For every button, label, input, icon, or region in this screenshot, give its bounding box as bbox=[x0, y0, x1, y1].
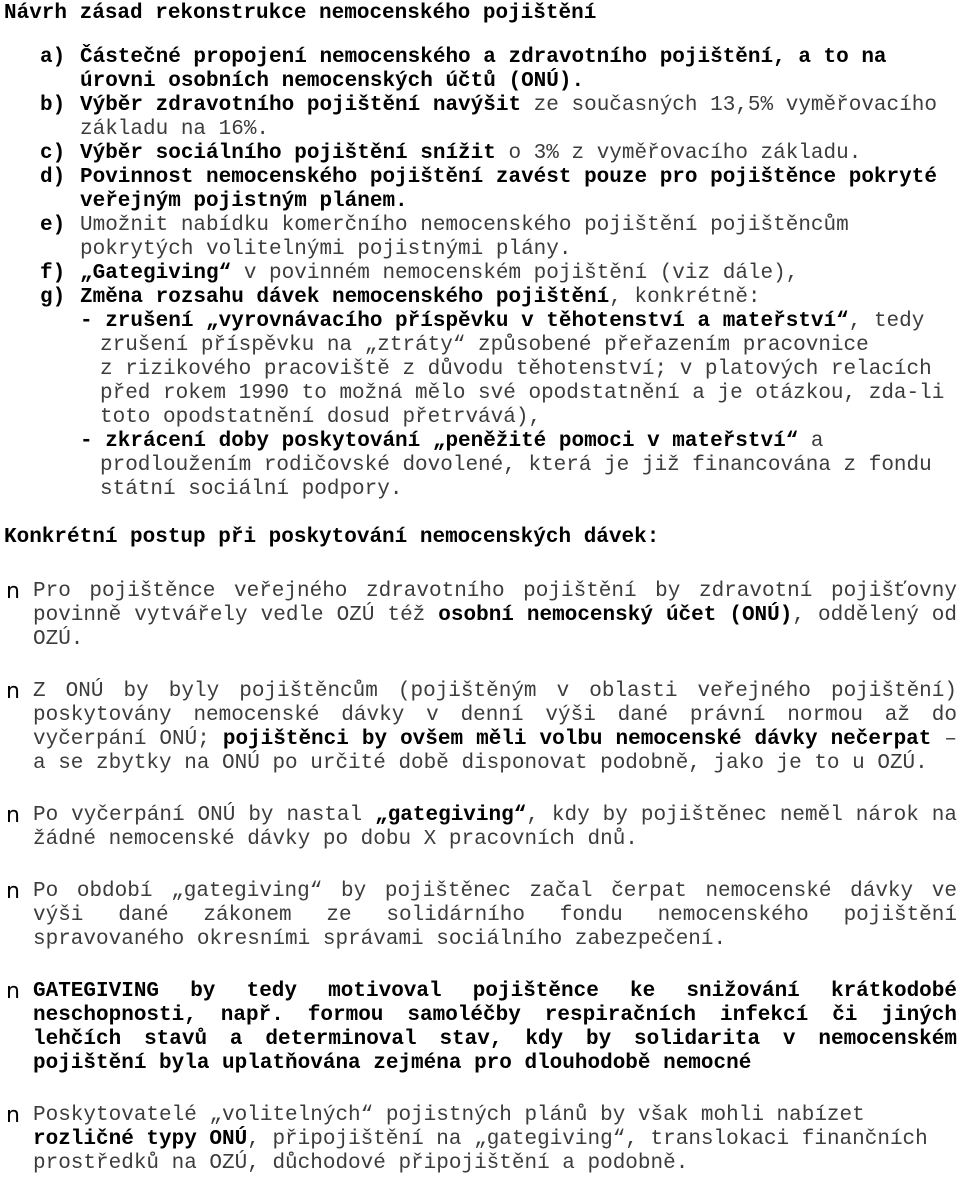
proposal-item-g bbox=[0, 286, 960, 502]
procedure-line bbox=[33, 1052, 957, 1076]
proposal-line bbox=[80, 214, 960, 238]
procedure-text-bold: osobní nemocenský účet (ONÚ) bbox=[438, 604, 793, 627]
proposal-item-d bbox=[0, 166, 960, 214]
procedure-line bbox=[33, 1152, 957, 1176]
square-bullet-icon: n bbox=[6, 879, 20, 904]
proposal-text: pokrytých volitelnými pojistnými plány. bbox=[80, 238, 572, 261]
sub-item-text: a bbox=[798, 430, 824, 453]
procedure-item bbox=[0, 880, 957, 952]
proposal-line bbox=[80, 166, 960, 190]
proposal-item-c bbox=[0, 142, 960, 166]
proposal-label: f) bbox=[40, 262, 66, 285]
procedure-line bbox=[33, 580, 957, 604]
proposal-line bbox=[80, 262, 960, 286]
sub-item-text: před rokem 1990 to možná mělo své opodstatnění a je otázkou, zda-li bbox=[100, 382, 945, 405]
sub-item-text: zrušení příspěvku na „ztráty“ způsobené přeřazením pracovnice bbox=[100, 334, 869, 357]
square-bullet-icon: n bbox=[6, 803, 20, 828]
document-title: Návrh zásad rekonstrukce nemocenského pojištění bbox=[4, 2, 597, 25]
procedure-text-bold: neschopnosti, např. formou samoléčby respiračních infekcí či jiných bbox=[33, 1004, 957, 1027]
procedure-text: poskytovány nemocenské dávky v denní výši dané právní normou až do bbox=[33, 704, 957, 727]
proposal-label: g) bbox=[40, 286, 66, 309]
proposal-text-bold: úrovni osobních nemocenských účtů (ONÚ). bbox=[80, 70, 585, 93]
proposal-text: , konkrétně: bbox=[609, 286, 761, 309]
proposal-list bbox=[0, 46, 960, 502]
procedure-text: OZÚ. bbox=[33, 628, 84, 651]
procedure-list bbox=[0, 580, 960, 1176]
procedure-line bbox=[33, 880, 957, 904]
proposal-text: o 3% z vyměřovacího základu. bbox=[495, 142, 862, 165]
sub-item-line bbox=[100, 382, 960, 406]
sub-item-line bbox=[100, 406, 960, 430]
section-heading: Konkrétní postup při poskytování nemocenských dávek: bbox=[4, 526, 660, 549]
sub-item-maternity-aid bbox=[80, 430, 960, 502]
sub-item-line bbox=[100, 334, 960, 358]
procedure-line bbox=[33, 628, 957, 652]
proposal-text-bold: veřejným pojistným plánem. bbox=[80, 190, 408, 213]
proposal-item-a bbox=[0, 46, 960, 94]
procedure-line bbox=[33, 1104, 957, 1128]
sub-item-line bbox=[100, 358, 960, 382]
sub-item-text: , tedy bbox=[848, 310, 925, 333]
procedure-item bbox=[0, 580, 957, 652]
procedure-text: Po vyčerpání ONÚ by nastal bbox=[33, 804, 376, 827]
proposal-item-e bbox=[0, 214, 960, 262]
proposal-text-bold: Výběr zdravotního pojištění navýšit bbox=[80, 94, 522, 117]
sub-item-maternity-allowance bbox=[80, 310, 960, 430]
procedure-text: , připojištění na „gategiving“, translokaci finančních bbox=[247, 1128, 928, 1151]
proposal-line bbox=[80, 70, 960, 94]
square-bullet-icon: n bbox=[6, 1103, 20, 1128]
procedure-text: Po období „gategiving“ by pojištěnec začal čerpat nemocenské dávky ve bbox=[33, 880, 957, 903]
procedure-line bbox=[33, 604, 957, 628]
procedure-line bbox=[33, 1004, 957, 1028]
sub-item-text: státní sociální podpory. bbox=[100, 478, 403, 501]
square-bullet-icon: n bbox=[6, 579, 20, 604]
procedure-line bbox=[33, 928, 957, 952]
procedure-text-bold: lehčích stavů a determinoval stav, kdy by solidarita v nemocenském bbox=[33, 1028, 957, 1051]
procedure-text: žádné nemocenské dávky po dobu X pracovních dnů. bbox=[33, 828, 638, 851]
square-bullet-icon: n bbox=[6, 679, 20, 704]
dash-marker: - bbox=[80, 310, 93, 333]
sub-item-line bbox=[100, 478, 960, 502]
procedure-text: spravovaného okresními správami sociálního zabezpečení. bbox=[33, 928, 727, 951]
proposal-line bbox=[80, 94, 960, 118]
procedure-text-bold: rozličné typy ONÚ bbox=[33, 1128, 248, 1151]
sub-item-text: z rizikového pracoviště z důvodu těhotenství; v platových relacích bbox=[100, 358, 932, 381]
procedure-text: – bbox=[931, 728, 957, 751]
proposal-text-bold: „Gategiving“ bbox=[80, 262, 232, 285]
procedure-text: , oddělený od bbox=[792, 604, 958, 627]
procedure-text-bold: GATEGIVING by tedy motivoval pojištěnce ke snižování krátkodobé bbox=[33, 980, 957, 1003]
proposal-text-bold: Výběr sociálního pojištění snížit bbox=[80, 142, 496, 165]
proposal-text: ze současných 13,5% vyměřovacího bbox=[521, 94, 937, 117]
proposal-label: b) bbox=[40, 94, 66, 117]
proposal-line bbox=[80, 142, 960, 166]
sub-item-text-bold: zrušení „vyrovnávacího příspěvku v těhotenství a mateřství“ bbox=[105, 310, 849, 333]
procedure-text: prostředků na OZÚ, důchodové připojištění a podobně. bbox=[33, 1152, 689, 1175]
sub-item-line bbox=[100, 454, 960, 478]
proposal-text: v povinném nemocenském pojištění (viz dále), bbox=[231, 262, 799, 285]
proposal-text-bold: Částečné propojení nemocenského a zdravotního pojištění, a to na bbox=[80, 46, 887, 69]
sub-item-text-bold: zkrácení doby poskytování „peněžité pomoci v mateřství“ bbox=[105, 430, 799, 453]
proposal-label: e) bbox=[40, 214, 66, 237]
proposal-line bbox=[80, 238, 960, 262]
procedure-item bbox=[0, 1104, 957, 1176]
proposal-item-b bbox=[0, 94, 960, 142]
procedure-line bbox=[33, 1128, 957, 1152]
proposal-text-bold: Změna rozsahu dávek nemocenského pojištění bbox=[80, 286, 610, 309]
procedure-text: , kdy by pojištěnec neměl nárok na bbox=[526, 804, 957, 827]
procedure-text: Z ONÚ by byly pojištěncům (pojištěným v oblasti veřejného pojištění) bbox=[33, 680, 957, 703]
procedure-line bbox=[33, 828, 957, 852]
procedure-line bbox=[33, 1028, 957, 1052]
sub-item-text: prodloužením rodičovské dovolené, která je již financována z fondu bbox=[100, 454, 932, 477]
procedure-line bbox=[33, 704, 957, 728]
proposal-label: d) bbox=[40, 166, 66, 189]
square-bullet-icon: n bbox=[6, 979, 20, 1004]
procedure-line bbox=[33, 680, 957, 704]
sub-item-line bbox=[80, 310, 960, 334]
procedure-text-bold: pojištění byla uplatňována zejména pro dlouhodobě nemocné bbox=[33, 1052, 752, 1075]
proposal-line bbox=[80, 190, 960, 214]
procedure-line bbox=[33, 804, 957, 828]
sub-item-line bbox=[80, 430, 960, 454]
procedure-item bbox=[0, 980, 957, 1076]
procedure-item bbox=[0, 680, 957, 776]
procedure-line bbox=[33, 904, 957, 928]
proposal-label: c) bbox=[40, 142, 66, 165]
proposal-line bbox=[80, 286, 960, 310]
procedure-text: vyčerpání ONÚ; bbox=[33, 728, 223, 751]
procedure-text-bold: „gategiving“ bbox=[375, 804, 527, 827]
procedure-text: Pro pojištěnce veřejného zdravotního pojištění by zdravotní pojišťovny bbox=[33, 580, 957, 603]
proposal-text: základu na 16%. bbox=[80, 118, 270, 141]
proposal-text: Umožnit nabídku komerčního nemocenského pojištění pojištěncům bbox=[80, 214, 849, 237]
dash-marker: - bbox=[80, 430, 93, 453]
proposal-text-bold: Povinnost nemocenského pojištění zavést pouze pro pojištěnce pokryté bbox=[80, 166, 937, 189]
procedure-line bbox=[33, 728, 957, 752]
procedure-text: povinně vytvářely vedle OZÚ též bbox=[33, 604, 439, 627]
proposal-line bbox=[80, 46, 960, 70]
proposal-line bbox=[80, 118, 960, 142]
procedure-item bbox=[0, 804, 957, 852]
proposal-label: a) bbox=[40, 46, 66, 69]
procedure-text: výši dané zákonem ze solidárního fondu nemocenského pojištění bbox=[33, 904, 957, 927]
sub-item-text: toto opodstatnění dosud přetrvává), bbox=[100, 406, 542, 429]
procedure-text: Poskytovatelé „volitelných“ pojistných plánů by však mohli nabízet bbox=[33, 1104, 865, 1127]
proposal-item-f bbox=[0, 262, 960, 286]
procedure-line bbox=[33, 980, 957, 1004]
procedure-line bbox=[33, 752, 957, 776]
procedure-text: a se zbytky na ONÚ po určité době disponovat podobně, jako je to u OZÚ. bbox=[33, 752, 928, 775]
procedure-text-bold: pojištěnci by ovšem měli volbu nemocenské dávky nečerpat bbox=[222, 728, 932, 751]
